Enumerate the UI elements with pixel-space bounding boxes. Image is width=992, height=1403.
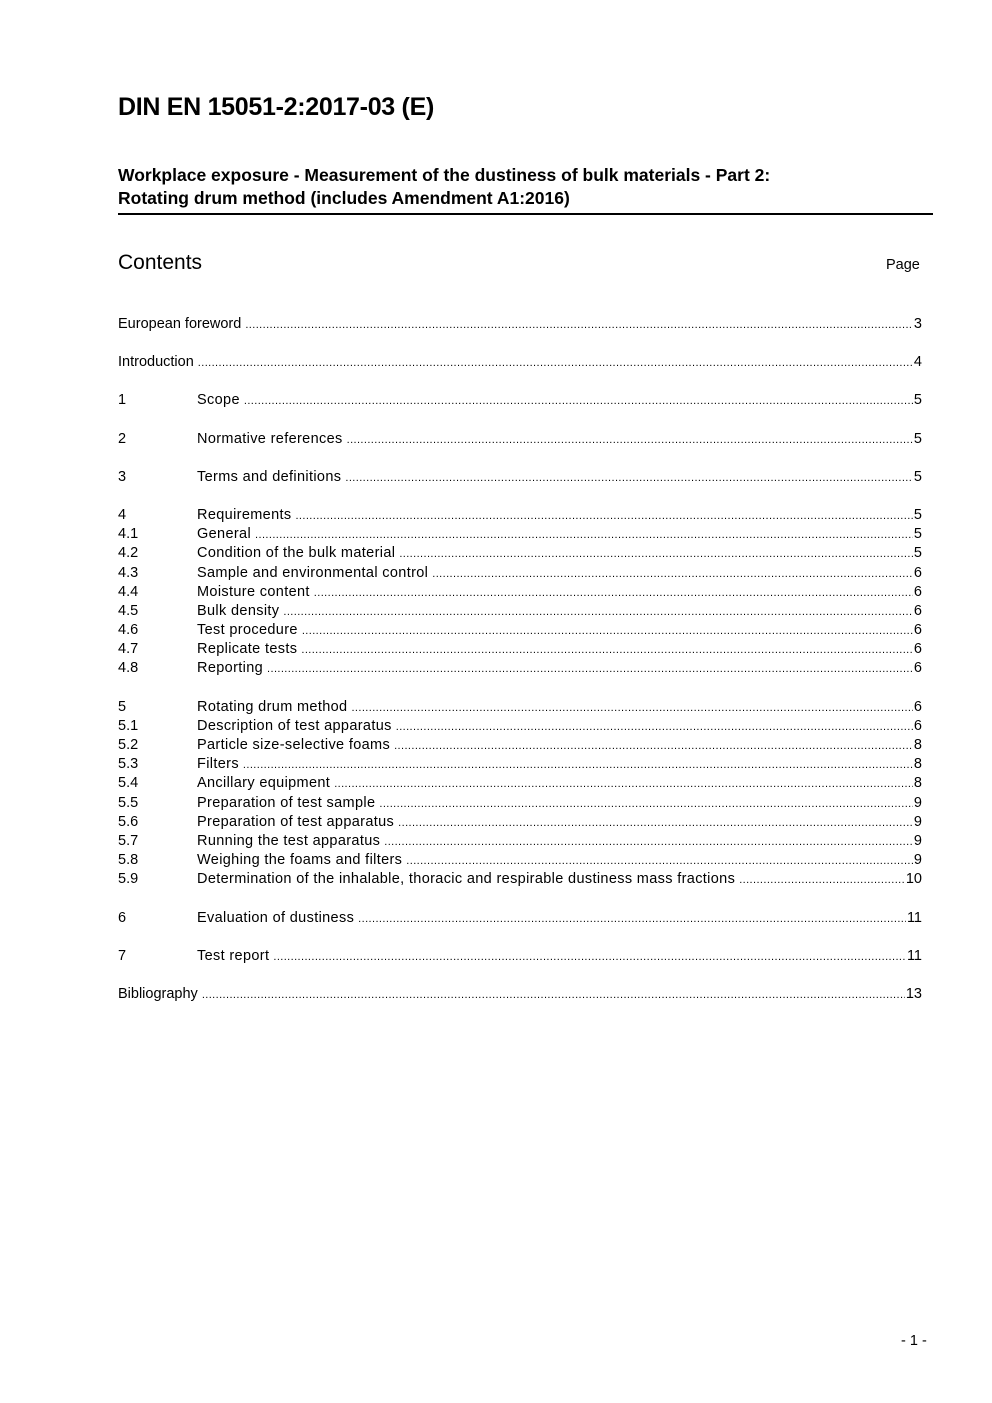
toc-entry-5[interactable] [118,698,922,717]
toc-title: Description of test apparatus [197,717,392,734]
toc-leader-dots [398,814,913,833]
toc-number: 2 [118,430,127,447]
toc-number: 4.4 [118,583,139,600]
toc-title: Evaluation of dustiness [197,909,355,926]
toc-entry-4-7[interactable] [118,640,922,659]
toc-entry-4-5[interactable] [118,602,922,621]
toc-leader-dots [302,622,913,641]
toc-page-number: 6 [913,698,922,715]
toc-title: Sample and environmental control [197,564,429,581]
toc-title: Reporting [197,660,264,677]
toc-leader-dots [347,431,913,450]
toc-entry-3[interactable] [118,468,922,487]
toc-title: Bibliography [118,985,198,1002]
toc-number: 1 [118,392,127,409]
toc-leader-dots [301,641,913,660]
toc-leader-dots [295,507,912,526]
toc-number: 4.5 [118,602,139,619]
toc-number: 7 [118,947,127,964]
toc-number: 4.6 [118,622,139,639]
toc-entry-4[interactable] [118,506,922,525]
toc-page-number: 9 [913,813,922,830]
table-of-contents [118,315,922,1004]
toc-leader-dots [399,545,913,564]
toc-leader-dots [267,660,913,679]
toc-page-number: 3 [913,316,922,332]
toc-number: 6 [118,909,127,926]
toc-title: Terms and definitions [197,468,342,485]
document-subtitle [118,164,933,215]
toc-page-number: 9 [913,852,922,869]
toc-title: Condition of the bulk material [197,545,396,562]
toc-title: Normative references [197,430,343,447]
toc-leader-dots [432,565,913,584]
toc-title: Weighing the foams and filters [197,852,403,869]
toc-number: 5.3 [118,756,139,773]
toc-leader-dots [351,699,912,718]
toc-title: Preparation of test apparatus [197,813,395,830]
toc-page-number: 13 [905,985,922,1002]
toc-number: 5.1 [118,717,139,734]
subtitle-line-1: Workplace exposure - Measurement of the dustiness of bulk materials - Part 2: [118,165,771,185]
toc-title: Introduction [118,354,194,371]
contents-heading: Contents [118,251,203,274]
toc-number: 5.4 [118,775,139,792]
toc-title: Test report [197,947,270,964]
toc-page-number: 9 [913,794,922,811]
toc-leader-dots [394,737,913,756]
toc-title: Particle size-selective foams [197,737,391,753]
toc-leader-dots [244,392,913,411]
toc-title: Preparation of test sample [197,794,376,811]
toc-page-number: 8 [913,775,922,792]
toc-title: Requirements [197,506,292,523]
toc-number: 5.6 [118,813,139,830]
toc-page-number: 11 [906,947,922,964]
toc-page-number: 4 [913,354,922,371]
toc-page-number: 5 [913,526,922,543]
toc-title: Test procedure [197,622,298,639]
toc-leader-dots [406,852,913,871]
page-column-label: Page [886,257,920,273]
toc-page-number: 6 [913,660,922,677]
toc-title: Filters [197,756,239,773]
toc-leader-dots [334,775,913,794]
toc-entry-5-4[interactable] [118,774,922,793]
toc-number: 5.8 [118,852,139,869]
toc-entry-5-6[interactable] [118,813,922,832]
toc-number: 4 [118,506,127,523]
toc-entry-4-1[interactable] [118,525,922,544]
toc-page-number: 6 [913,583,922,600]
toc-leader-dots [198,354,913,373]
toc-page-number: 6 [913,717,922,734]
toc-leader-dots [243,756,913,775]
toc-title: Ancillary equipment [197,775,331,792]
toc-number: 3 [118,468,127,485]
toc-number: 4.7 [118,641,139,658]
toc-title: Bulk density [197,602,280,619]
toc-entry-5-1[interactable] [118,717,922,736]
toc-page-number: 9 [913,832,922,849]
toc-number: 4.2 [118,545,139,562]
toc-leader-dots [255,526,913,545]
toc-page-number: 5 [913,392,922,409]
toc-page-number: 6 [913,602,922,619]
toc-title: Moisture content [197,583,310,600]
page-number-footer: - 1 - [901,1333,927,1349]
toc-title: Rotating drum method [197,698,348,715]
toc-page-number: 5 [913,468,922,485]
toc-leader-dots [396,718,913,737]
toc-page-number: 8 [913,756,922,773]
toc-title: General [197,526,252,543]
toc-page-number: 6 [913,641,922,658]
toc-title: Running the test apparatus [197,832,381,849]
toc-entry-european-foreword[interactable] [118,315,922,334]
toc-number: 5.5 [118,794,139,811]
toc-entry-6[interactable] [118,909,922,928]
toc-page-number: 5 [913,506,922,523]
toc-entry-bibliography[interactable] [118,985,922,1004]
toc-entry-5-9[interactable] [118,870,922,889]
toc-page-number: 5 [913,430,922,447]
toc-entry-7[interactable] [118,947,922,966]
toc-entry-5-2[interactable] [118,736,922,755]
toc-title: Determination of the inhalable, thoracic and respirable dustiness mass fractions [197,871,736,888]
toc-page-number: 5 [913,545,922,562]
toc-number: 5.9 [118,871,139,888]
toc-entry-4-3[interactable] [118,564,922,583]
toc-leader-dots [379,795,913,814]
toc-number: 5.2 [118,737,139,753]
toc-entry-5-5[interactable] [118,794,922,813]
document-identifier: DIN EN 15051-2:2017-03 (E) [118,93,434,121]
toc-leader-dots [314,584,913,603]
toc-page-number: 6 [913,622,922,639]
toc-number: 4.3 [118,564,139,581]
toc-number: 5.7 [118,832,139,849]
toc-leader-dots [358,910,906,929]
toc-entry-4-6[interactable] [118,621,922,640]
toc-leader-dots [202,986,905,1005]
subtitle-line-2: Rotating drum method (includes Amendment A1:2016) [118,188,570,208]
toc-number: 4.1 [118,526,139,543]
toc-title: European foreword [118,316,242,332]
toc-entry-4-4[interactable] [118,583,922,602]
toc-title: Scope [197,392,240,409]
toc-leader-dots [345,469,913,488]
toc-title: Replicate tests [197,641,298,658]
toc-entry-4-8[interactable] [118,659,922,678]
toc-page-number: 11 [906,909,922,926]
toc-page-number: 6 [913,564,922,581]
toc-entry-4-2[interactable] [118,544,922,563]
toc-leader-dots [273,948,906,967]
toc-entry-introduction[interactable] [118,353,922,372]
toc-entry-1[interactable] [118,391,922,410]
toc-leader-dots [739,871,905,890]
toc-entry-5-7[interactable] [118,832,922,851]
toc-entry-5-8[interactable] [118,851,922,870]
toc-entry-5-3[interactable] [118,755,922,774]
toc-page-number: 8 [913,737,922,753]
toc-leader-dots [283,603,913,622]
toc-page-number: 10 [905,871,922,888]
toc-number: 5 [118,698,127,715]
toc-number: 4.8 [118,660,139,677]
toc-entry-2[interactable] [118,430,922,449]
toc-leader-dots [245,316,913,335]
toc-leader-dots [384,833,913,852]
